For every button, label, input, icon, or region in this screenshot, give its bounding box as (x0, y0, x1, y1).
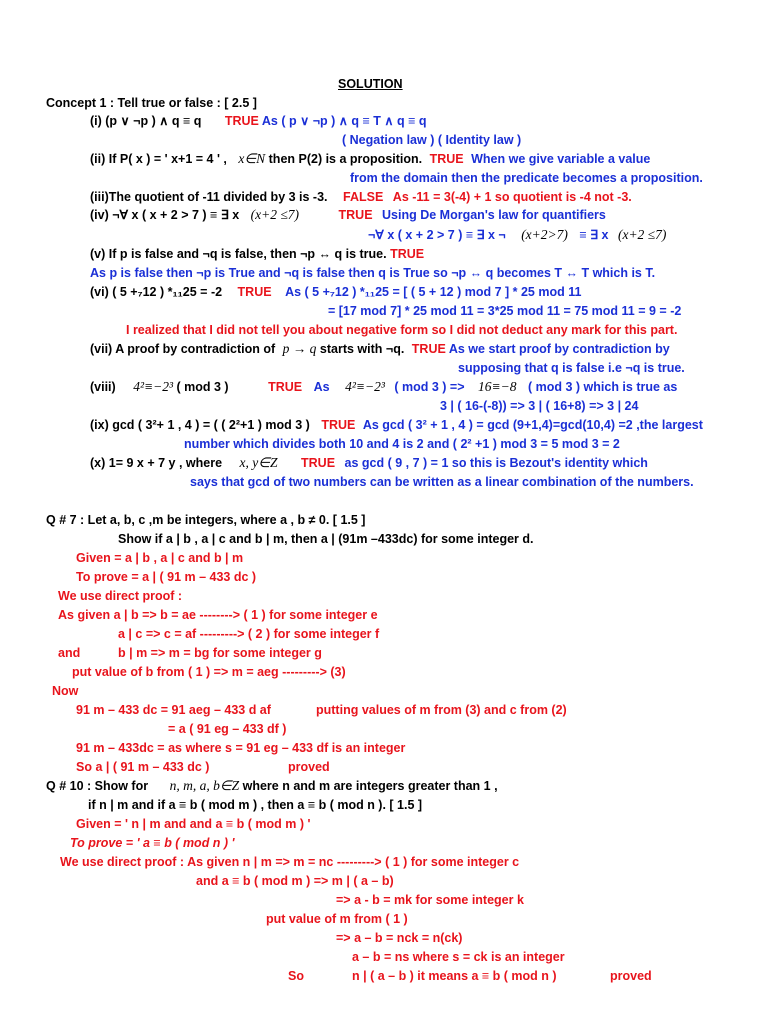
q7-line: put value of b from ( 1 ) => m = aeg ---------> (3) (72, 665, 346, 679)
item-v (90, 246, 424, 262)
q7-heading-2: Show if a | b , a | c and b | m, then a | (91m –433dc) for some integer d. (118, 532, 534, 546)
item-iv-expl2 (368, 227, 666, 243)
q10-heading-2: if n | m and if a ≡ b ( mod m ) , then a ≡ b ( mod n ). [ 1.5 ] (88, 798, 423, 812)
explanation: Using De Morgan's law for quantifiers (382, 208, 606, 222)
item-v-expl: As p is false then ¬p is True and ¬q is false then q is True so ¬p ↔ q becomes T ↔ T which is T. (90, 266, 656, 280)
math-expression: n, m, a, b∈Z (169, 778, 240, 793)
expl2-a: ¬∀ x ( x + 2 > 7 ) ≡ ∃ x ¬ (368, 228, 506, 242)
q7-line: b | m => m = bg for some integer g (118, 646, 322, 660)
q10-line: n | ( a – b ) it means a ≡ b ( mod n ) (352, 969, 557, 983)
math-expression-2: (x+2>7) (521, 227, 568, 242)
explanation: as gcd ( 9 , 7 ) = 1 so this is Bezout's identity which (344, 456, 648, 470)
item-ii (90, 151, 650, 167)
math-expression-2: 4²≡−2³ (345, 379, 385, 394)
question-text: (viii) (90, 380, 116, 394)
q7-line: and (58, 646, 81, 660)
item-vii (90, 341, 670, 357)
math-expression: x, y∈Z (239, 455, 278, 470)
item-viii-expl2: 3 | ( 16-(-8)) => 3 | ( 16+8) => 3 | 24 (440, 399, 639, 413)
q7-line: Now (52, 684, 79, 698)
explanation: As we start proof by contradiction by (448, 342, 670, 356)
question-text: (ii) If P( x ) = ' x+1 = 4 ' , (90, 152, 227, 166)
q7-line: a | c => c = af ---------> ( 2 ) for some integer f (118, 627, 380, 641)
item-x-expl2: says that gcd of two numbers can be written as a linear combination of the numbers. (190, 475, 694, 489)
q10-line: a – b = ns where s = ck is an integer (352, 950, 565, 964)
q10-line: So (288, 969, 304, 983)
explanation: ( mod 3 ) => (394, 380, 465, 394)
question-text: (v) If p is false and ¬q is false, then ¬p ↔ q is true. (90, 247, 387, 261)
item-vi-note: I realized that I did not tell you about negative form so I did not deduct any mark for this part. (126, 323, 678, 337)
question-text: (vi) ( 5 +₇12 ) *₁₁25 = -2 (90, 285, 223, 299)
page-title: SOLUTION (338, 77, 403, 91)
q10-line: We use direct proof : As given n | m => m = nc ---------> ( 1 ) for some integer c (60, 855, 520, 869)
answer-true: TRUE (224, 114, 259, 128)
concept-heading: Concept 1 : Tell true or false : [ 2.5 ] (46, 96, 257, 110)
question-text-b: then P(2) is a proposition. (268, 152, 423, 166)
q7-line: So a | ( 91 m – 433 dc ) (76, 760, 210, 774)
answer-true: TRUE (411, 342, 446, 356)
q10-heading (46, 778, 498, 794)
answer-false: FALSE (343, 190, 384, 204)
q10-line: => a – b = nck = n(ck) (336, 931, 463, 945)
q10-line: and a ≡ b ( mod m ) => m | ( a – b) (196, 874, 394, 888)
q10-line: => a - b = mk for some integer k (336, 893, 524, 907)
answer-true: TRUE (301, 456, 336, 470)
expl2-b: ≡ ∃ x (579, 228, 609, 242)
explanation: As gcd ( 3² + 1 , 4 ) = gcd (9+1,4)=gcd(10,4) =2 ,the largest (362, 418, 703, 432)
question-text: (ix) gcd ( 3²+ 1 , 4 ) = ( ( 2²+1 ) mod 3 ) (90, 418, 310, 432)
answer-true: TRUE (237, 285, 272, 299)
item-iii (90, 189, 632, 205)
question-text: (i) (p ∨ ¬p ) ∧ q ≡ q (90, 114, 202, 128)
as-label: As (313, 380, 330, 394)
question-text: (vii) A proof by contradiction of (90, 342, 276, 356)
q10-heading-a: Q # 10 : Show for (46, 779, 149, 793)
explanation: ( p ∨ ¬p ) ∧ q ≡ T ∧ q ≡ q (281, 114, 427, 128)
item-x (90, 455, 648, 471)
as-label: As (261, 114, 278, 128)
item-ix-expl2: number which divides both 10 and 4 is 2 and ( 2² +1 ) mod 3 = 5 mod 3 = 2 (184, 437, 620, 451)
math-expression: x∈N (238, 151, 266, 166)
item-i-laws: ( Negation law ) ( Identity law ) (342, 133, 522, 147)
item-vii-expl2: supposing that q is false i.e ¬q is true. (458, 361, 685, 375)
item-ix (90, 417, 703, 433)
q7-heading: Q # 7 : Let a, b, c ,m be integers, where a , b ≠ 0. [ 1.5 ] (46, 513, 366, 527)
q7-line: 91 m – 433 dc = 91 aeg – 433 d af (76, 703, 271, 717)
answer-true: TRUE (321, 418, 356, 432)
q10-heading-b: where n and m are integers greater than 1 , (242, 779, 498, 793)
q7-line: To prove = a | ( 91 m – 433 dc ) (76, 570, 257, 584)
q7-line: 91 m – 433dc = as where s = 91 eg – 433 df is an integer (76, 741, 406, 755)
q10-line: To prove = ' a ≡ b ( mod n ) ' (70, 836, 235, 850)
q10-proved: proved (610, 969, 652, 983)
q10-line: put value of m from ( 1 ) (266, 912, 408, 926)
q7-line: Given = a | b , a | c and b | m (76, 551, 244, 565)
item-vi (90, 284, 581, 300)
math-expression: (x+2 ≤7) (250, 207, 300, 222)
answer-true: TRUE (390, 247, 425, 261)
answer-true: TRUE (338, 208, 373, 222)
item-ii-expl2: from the domain then the predicate becomes a proposition. (350, 171, 703, 185)
math-expression-3: (x+2 ≤7) (617, 227, 667, 242)
question-text: (x) 1= 9 x + 7 y , where (90, 456, 223, 470)
item-i (90, 113, 427, 129)
question-text: (iv) ¬∀ x ( x + 2 > 7 ) ≡ ∃ x (90, 208, 240, 222)
explanation: As -11 = 3(-4) + 1 so quotient is -4 not -3. (392, 190, 632, 204)
q7-line: As given a | b => b = ae --------> ( 1 ) for some integer e (58, 608, 378, 622)
item-viii (90, 379, 677, 395)
item-vi-expl2: = [17 mod 7] * 25 mod 11 = 3*25 mod 11 = 75 mod 11 = 9 = -2 (328, 304, 682, 318)
question-text: (iii)The quotient of -11 divided by 3 is -3. (90, 190, 328, 204)
item-iv (90, 207, 606, 223)
answer-true: TRUE (268, 380, 303, 394)
q10-line: Given = ' n | m and and a ≡ b ( mod m ) ' (76, 817, 311, 831)
explanation-b: ( mod 3 ) which is true as (527, 380, 678, 394)
q7-line: We use direct proof : (58, 589, 183, 603)
q7-proved: proved (288, 760, 330, 774)
math-expression-3: 16≡−8 (478, 379, 517, 394)
q7-line: = a ( 91 eg – 433 df ) (168, 722, 287, 736)
explanation: When we give variable a value (471, 152, 651, 166)
math-expression: 4²≡−2³ (133, 379, 174, 394)
q7-line: putting values of m from (3) and c from (2) (316, 703, 567, 717)
question-text-b: starts with ¬q. (319, 342, 405, 356)
explanation: As ( 5 +₇12 ) *₁₁25 = [ ( 5 + 12 ) mod 7 ] * 25 mod 11 (285, 285, 582, 299)
question-text-b: ( mod 3 ) (176, 380, 229, 394)
math-expression: p → q (282, 341, 317, 356)
answer-true: TRUE (429, 152, 464, 166)
